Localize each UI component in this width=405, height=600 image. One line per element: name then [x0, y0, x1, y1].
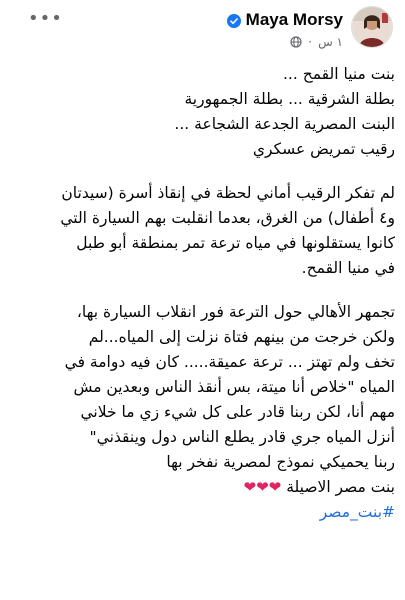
- meta-dot: ·: [308, 35, 313, 49]
- text-line: بطلة الشرقية ... بطلة الجمهورية: [184, 90, 395, 108]
- text-line: في منيا القمح.: [301, 259, 395, 277]
- author-avatar[interactable]: [351, 6, 393, 48]
- text-line: كانوا يستقلونها في مياه ترعة تمر بمنطقة أبو طبل: [76, 234, 395, 252]
- closing-line: [10, 475, 395, 500]
- closing-text: بنت مصر الاصيلة: [286, 478, 395, 496]
- text-line: أنزل المياه جري قادر يطلع الناس دول وينقذني": [89, 428, 395, 446]
- paragraph-intro: [10, 62, 395, 162]
- text-line: ولكن خرجت من بينهم فتاة نزلت إلى المياه...لم: [88, 328, 395, 346]
- text-line: و٤ أطفال) من الغرق، بعدما انقلبت بهم السيارة التي: [60, 209, 395, 227]
- text-line: رقيب تمريض عسكري: [252, 140, 395, 158]
- paragraph-rescue: [10, 181, 395, 281]
- author-line[interactable]: [227, 10, 343, 30]
- text-line: مهم أنا، لكن ربنا قادر على كل شيء زي ما خلاني: [80, 403, 395, 421]
- author-name[interactable]: Maya Morsy: [245, 10, 343, 29]
- post-body: [10, 62, 395, 525]
- text-line: البنت المصرية الجدعة الشجاعة ...: [174, 115, 395, 133]
- more-options-button[interactable]: •••: [28, 8, 63, 29]
- globe-icon: [290, 36, 302, 48]
- text-line: ربنا يحميكي نموذج لمصرية نفخر بها: [166, 453, 395, 471]
- post-timestamp[interactable]: ١ س: [318, 35, 343, 49]
- text-line: بنت منيا القمح ...: [283, 65, 395, 83]
- paragraph-story: [10, 300, 395, 525]
- text-line: تجمهر الأهالي حول الترعة فور انقلاب السيارة بها،: [76, 303, 395, 321]
- verified-badge-icon: [227, 13, 241, 27]
- post-meta: [290, 35, 343, 49]
- hashtag-line: [10, 500, 395, 525]
- post-header: [0, 4, 405, 56]
- hashtag-link[interactable]: #بنت_مصر: [319, 503, 395, 521]
- text-line: تخف ولم تهتز ... ترعة عميقة..... كان فيه دوامة في: [64, 353, 395, 371]
- text-line: لم تفكر الرقيب أماني لحظة في إنقاذ أسرة (سيدتان: [61, 184, 395, 202]
- heart-emoji-icon: ❤❤❤: [243, 478, 282, 496]
- text-line: المياه "خلاص أنا ميتة، بس أنقذ الناس وبعدين مش: [73, 378, 395, 396]
